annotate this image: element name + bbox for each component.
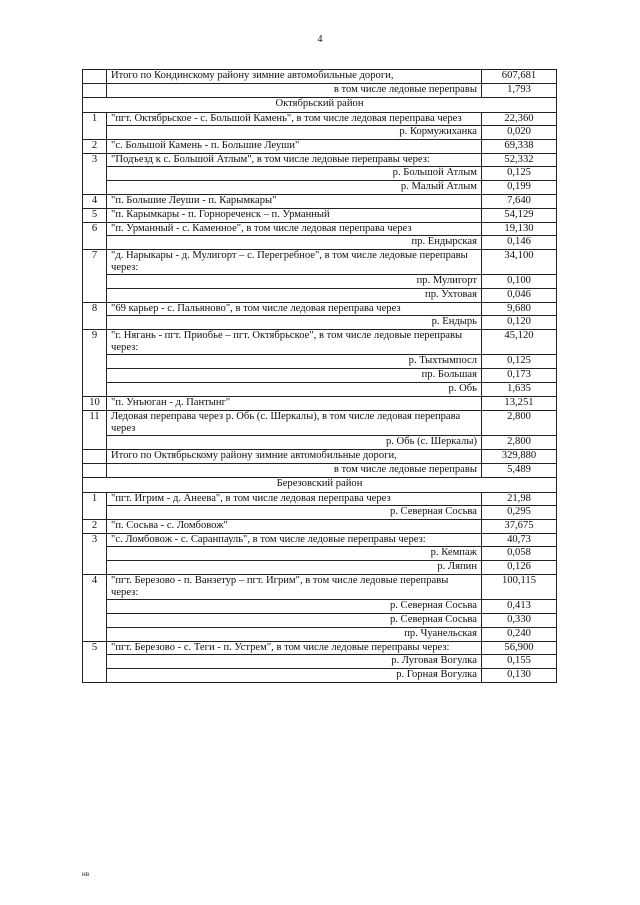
length-value: 54,129 (482, 209, 557, 223)
crossing-name: р. Ендырь (107, 316, 482, 330)
row-number: 1 (83, 493, 107, 506)
table-row (83, 98, 557, 113)
road-name: "г. Нягань - пгт. Приобье – пгт. Октябрьское", в том числе ледовые переправы через: (107, 330, 482, 355)
road-name: "п. Урманный - с. Каменное", в том числе ледовая переправа через (107, 223, 482, 236)
crossing-length: 0,126 (482, 561, 557, 575)
row-number (83, 84, 107, 98)
row-number (83, 167, 107, 181)
row-number (83, 600, 107, 614)
road-name: "пгт. Березово - с. Теги - п. Устрем", в том числе ледовые переправы через: (107, 642, 482, 655)
crossing-name: пр. Большая (107, 369, 482, 383)
table-row (83, 478, 557, 493)
row-number (83, 316, 107, 330)
table-row (83, 195, 557, 209)
crossing-length: 1,635 (482, 383, 557, 397)
table-row (83, 167, 557, 181)
table-row (83, 70, 557, 84)
road-name: "Подъезд к с. Большой Атлым", в том числе ледовые переправы через: (107, 154, 482, 167)
total-label: Итого по Октябрьскому району зимние автомобильные дороги, (107, 450, 482, 464)
crossing-length: 0,100 (482, 275, 557, 289)
crossing-name: р. Северная Сосьва (107, 600, 482, 614)
row-number (83, 70, 107, 84)
road-name: "69 карьер - с. Пальяново", в том числе ледовая переправа через (107, 303, 482, 316)
road-name: "п. Большие Леуши - п. Карымкары" (107, 195, 482, 209)
table-row (83, 236, 557, 250)
length-value: 9,680 (482, 303, 557, 316)
length-value: 22,360 (482, 113, 557, 126)
length-value: 37,675 (482, 520, 557, 534)
row-number: 4 (83, 575, 107, 600)
crossing-name: р. Северная Сосьва (107, 506, 482, 520)
crossing-name: р. Кемпаж (107, 547, 482, 561)
crossing-length: 0,240 (482, 628, 557, 642)
row-number (83, 436, 107, 450)
row-number: 5 (83, 642, 107, 655)
crossing-length: 2,800 (482, 436, 557, 450)
crossing-name: р. Обь (с. Шеркалы) (107, 436, 482, 450)
length-value: 21,98 (482, 493, 557, 506)
total-value: 5,489 (482, 464, 557, 478)
road-name: "пгт. Октябрьское - с. Большой Камень", в том числе ледовая переправа через (107, 113, 482, 126)
crossing-length: 0,058 (482, 547, 557, 561)
row-number (83, 289, 107, 303)
section-title: Березовский район (83, 478, 557, 493)
table-row (83, 547, 557, 561)
table-row (83, 411, 557, 436)
length-value: 34,100 (482, 250, 557, 275)
row-number: 1 (83, 113, 107, 126)
road-name: "п. Унъюган - д. Пантынг" (107, 397, 482, 411)
table-row (83, 355, 557, 369)
table-row (83, 436, 557, 450)
row-number (83, 547, 107, 561)
crossing-name: р. Кормужиханка (107, 126, 482, 140)
table-row (83, 303, 557, 316)
crossing-name: пр. Чуанельская (107, 628, 482, 642)
crossing-name: р. Обь (107, 383, 482, 397)
total-label: в том числе ледовые переправы (107, 84, 482, 98)
row-number (83, 561, 107, 575)
table-row (83, 209, 557, 223)
table-row (83, 275, 557, 289)
total-value: 607,681 (482, 70, 557, 84)
crossing-length: 0,130 (482, 669, 557, 683)
table-row (83, 655, 557, 669)
length-value: 45,120 (482, 330, 557, 355)
table-row (83, 520, 557, 534)
crossing-length: 0,199 (482, 181, 557, 195)
row-number: 2 (83, 520, 107, 534)
table-row (83, 669, 557, 683)
table-row (83, 493, 557, 506)
length-value: 52,332 (482, 154, 557, 167)
table-row (83, 369, 557, 383)
row-number: 2 (83, 140, 107, 154)
row-number (83, 383, 107, 397)
row-number (83, 614, 107, 628)
crossing-name: р. Горная Вогулка (107, 669, 482, 683)
crossing-length: 0,046 (482, 289, 557, 303)
crossing-name: р. Малый Атлым (107, 181, 482, 195)
row-number (83, 669, 107, 683)
road-name: "пгт. Игрим - д. Анеева", в том числе ледовая переправа через (107, 493, 482, 506)
row-number (83, 181, 107, 195)
table-row (83, 464, 557, 478)
table-row (83, 506, 557, 520)
section-title: Октябрьский район (83, 98, 557, 113)
road-name: "с. Ломбовож - с. Саранпауль", в том числе ледовые переправы через: (107, 534, 482, 547)
table-row (83, 450, 557, 464)
row-number: 5 (83, 209, 107, 223)
row-number: 10 (83, 397, 107, 411)
length-value: 100,115 (482, 575, 557, 600)
crossing-name: пр. Ухтовая (107, 289, 482, 303)
total-value: 1,793 (482, 84, 557, 98)
row-number (83, 275, 107, 289)
table-row (83, 330, 557, 355)
row-number (83, 355, 107, 369)
crossing-length: 0,125 (482, 355, 557, 369)
row-number (83, 236, 107, 250)
crossing-length: 0,125 (482, 167, 557, 181)
crossing-length: 0,120 (482, 316, 557, 330)
length-value: 69,338 (482, 140, 557, 154)
crossing-name: р. Северная Сосьва (107, 614, 482, 628)
table-row (83, 84, 557, 98)
row-number: 6 (83, 223, 107, 236)
crossing-name: пр. Мулигорт (107, 275, 482, 289)
crossing-length: 0,146 (482, 236, 557, 250)
crossing-length: 0,295 (482, 506, 557, 520)
table-row (83, 181, 557, 195)
row-number: 11 (83, 411, 107, 436)
table-row (83, 316, 557, 330)
row-number (83, 369, 107, 383)
crossing-name: р. Тыхтымпосл (107, 355, 482, 369)
row-number: 4 (83, 195, 107, 209)
table-row (83, 140, 557, 154)
table-row (83, 534, 557, 547)
crossing-length: 0,155 (482, 655, 557, 669)
row-number: 8 (83, 303, 107, 316)
table-row (83, 575, 557, 600)
footer-mark: нв (82, 870, 90, 878)
total-label: в том числе ледовые переправы (107, 464, 482, 478)
table-row (83, 561, 557, 575)
table-row (83, 383, 557, 397)
crossing-name: р. Большой Атлым (107, 167, 482, 181)
crossing-length: 0,173 (482, 369, 557, 383)
length-value: 7,640 (482, 195, 557, 209)
row-number: 3 (83, 154, 107, 167)
row-number: 7 (83, 250, 107, 275)
length-value: 56,900 (482, 642, 557, 655)
total-value: 329,880 (482, 450, 557, 464)
table-row (83, 614, 557, 628)
table-row (83, 223, 557, 236)
winter-roads-table (82, 69, 557, 683)
row-number (83, 506, 107, 520)
row-number: 3 (83, 534, 107, 547)
row-number (83, 464, 107, 478)
table-row (83, 289, 557, 303)
row-number (83, 126, 107, 140)
table-row (83, 628, 557, 642)
table-row (83, 126, 557, 140)
road-name: "п. Сосьва - с. Ломбовож" (107, 520, 482, 534)
table-row (83, 154, 557, 167)
road-name: Ледовая переправа через р. Обь (с. Шеркалы), в том числе ледовая переправа через (107, 411, 482, 436)
row-number (83, 655, 107, 669)
crossing-length: 0,330 (482, 614, 557, 628)
table-row (83, 250, 557, 275)
table-row (83, 113, 557, 126)
table-row (83, 642, 557, 655)
length-value: 13,251 (482, 397, 557, 411)
length-value: 2,800 (482, 411, 557, 436)
road-name: "п. Карымкары - п. Горнореченск – п. Урманный (107, 209, 482, 223)
row-number: 9 (83, 330, 107, 355)
row-number (83, 628, 107, 642)
crossing-name: р. Луговая Вогулка (107, 655, 482, 669)
length-value: 40,73 (482, 534, 557, 547)
crossing-name: пр. Ендырская (107, 236, 482, 250)
road-name: "с. Большой Камень - п. Большие Леуши" (107, 140, 482, 154)
crossing-length: 0,413 (482, 600, 557, 614)
page-number: 4 (317, 34, 323, 45)
row-number (83, 450, 107, 464)
table-row (83, 600, 557, 614)
road-name: "д. Нарыкары - д. Мулигорт – с. Перегребное", в том числе ледовые переправы через: (107, 250, 482, 275)
total-label: Итого по Кондинскому району зимние автомобильные дороги, (107, 70, 482, 84)
crossing-name: р. Ляпин (107, 561, 482, 575)
road-name: "пгт. Березово - п. Ванзетур – пгт. Игрим", в том числе ледовые переправы через: (107, 575, 482, 600)
crossing-length: 0,020 (482, 126, 557, 140)
length-value: 19,130 (482, 223, 557, 236)
table-row (83, 397, 557, 411)
